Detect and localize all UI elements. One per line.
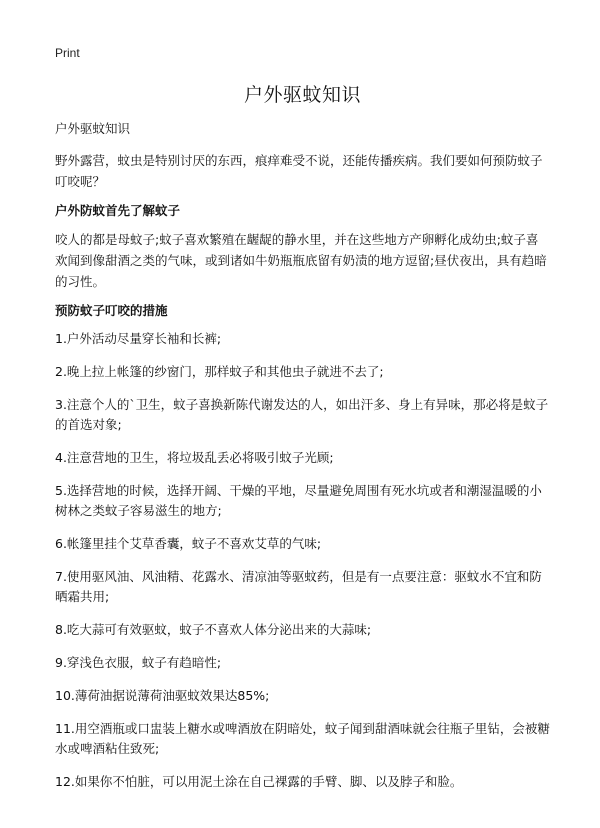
list-item: 5.选择营地的时候，选择开阔、干燥的平地，尽量避免周围有死水坑或者和潮湿温暖的小树林之类蚊子容易滋生的地方; (55, 483, 542, 518)
section-body-know-mosquitoes: 咬人的都是母蚊子;蚊子喜欢繁殖在龌龊的静水里，并在这些地方产卵孵化成幼虫;蚊子喜欢闻到像甜酒之类的气味，或到诸如牛奶瓶瓶底留有奶渍的地方逗留;昼伏夜出，具有趋暗的习性。 (55, 232, 547, 289)
section-heading-know-mosquitoes: 户外防蚊首先了解蚊子 (55, 203, 181, 218)
list-item: 11.用空酒瓶或口盅装上糖水或啤酒放在阴暗处，蚊子闻到甜酒味就会往瓶子里钻，会被糖水或啤酒粘住致死; (55, 721, 550, 756)
list-item: 9.穿浅色衣服，蚊子有趋暗性; (55, 655, 222, 670)
document-title: 户外驱蚊知识 (243, 84, 361, 106)
list-item: 7.使用驱风油、风油精、花露水、清凉油等驱蚊药，但是有一点要注意：驱蚊水不宜和防晒霜共用; (55, 569, 542, 604)
document-subtitle: 户外驱蚊知识 (55, 121, 131, 136)
list-item: 8.吃大蒜可有效驱蚊，蚊子不喜欢人体分泌出来的大蒜味; (55, 622, 372, 637)
document-content (55, 121, 550, 805)
prevention-list (55, 329, 550, 792)
list-item: 1.户外活动尽量穿长袖和长裤; (55, 331, 222, 346)
list-item: 12.如果你不怕脏，可以用泥土涂在自己裸露的手臂、脚、以及脖子和脸。 (55, 774, 463, 789)
list-item: 10.薄荷油据说薄荷油驱蚊效果达85%; (55, 688, 270, 703)
list-item: 2.晚上拉上帐篷的纱窗门，那样蚊子和其他虫子就进不去了; (55, 364, 384, 379)
print-link[interactable]: Print (55, 46, 80, 60)
list-item: 4.注意营地的卫生，将垃圾乱丢必将吸引蚊子光顾; (55, 450, 334, 465)
list-item: 6.帐篷里挂个艾草香囊，蚊子不喜欢艾草的气味; (55, 536, 322, 551)
list-item: 3.注意个人的`卫生，蚊子喜换新陈代谢发达的人，如出汗多、身上有异味，那必将是蚊子的首选对象; (55, 397, 549, 432)
section-heading-prevention: 预防蚊子叮咬的措施 (55, 303, 168, 318)
intro-paragraph: 野外露营，蚊虫是特别讨厌的东西，痕痒难受不说，还能传播疾病。我们要如何预防蚊子叮咬呢？ (55, 153, 543, 189)
